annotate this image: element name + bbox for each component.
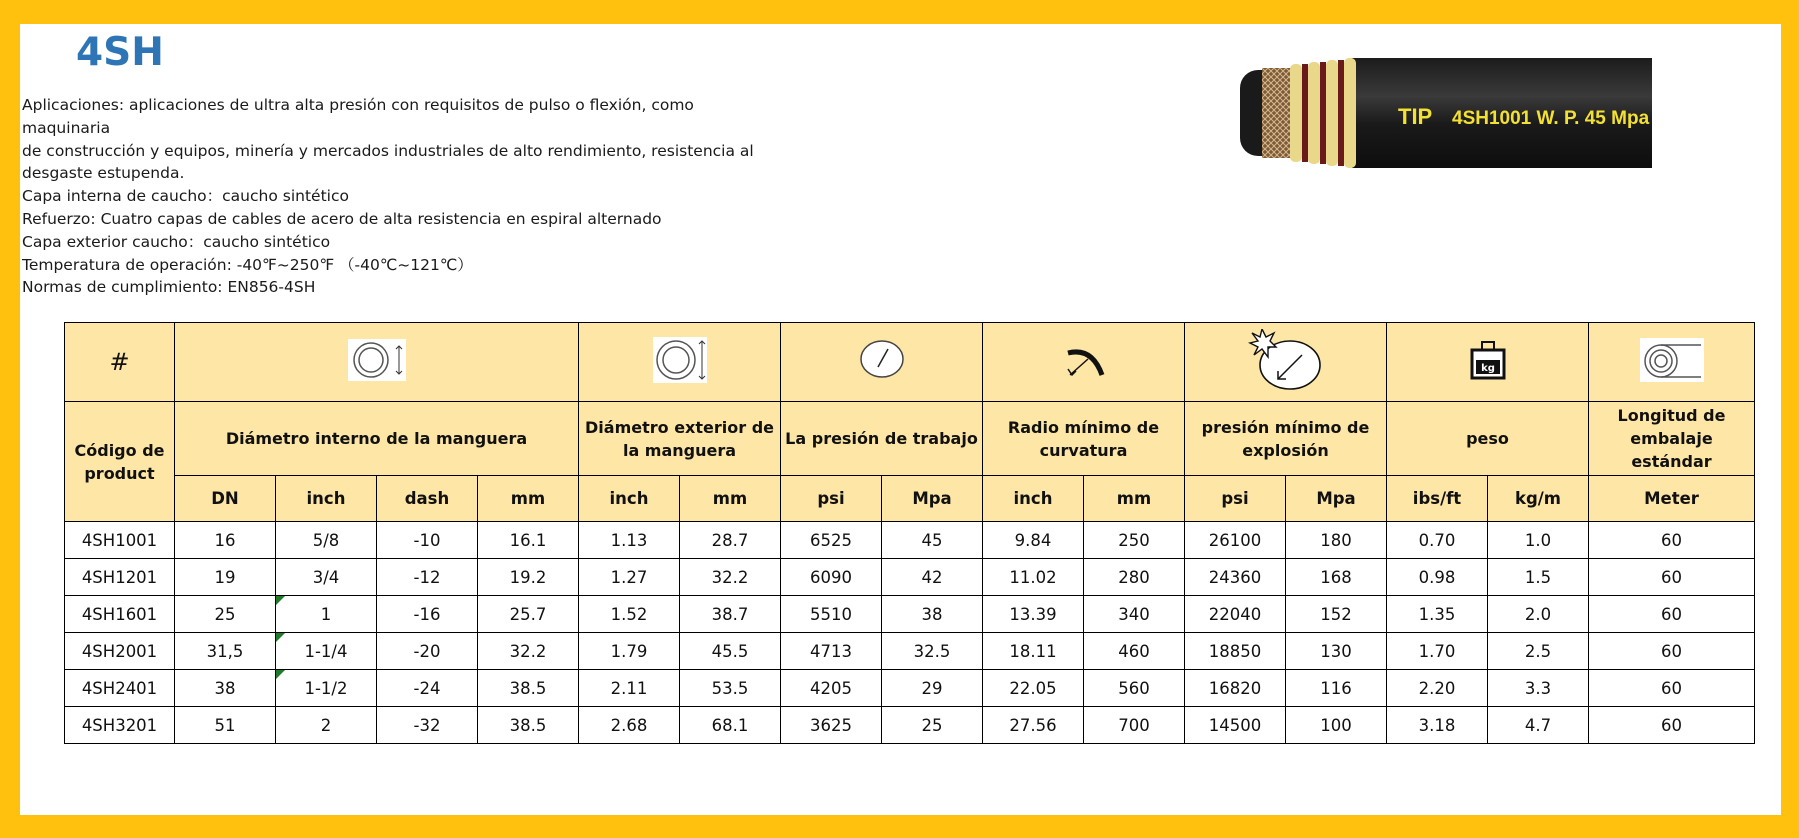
burst-pressure-header: presión mínimo de explosión xyxy=(1185,402,1387,476)
title-row xyxy=(65,402,1755,476)
table-cell: 5/8 xyxy=(276,522,377,559)
table-cell: 18850 xyxy=(1185,633,1286,670)
table-cell: 13.39 xyxy=(983,596,1084,633)
table-cell: 22.05 xyxy=(983,670,1084,707)
table-row xyxy=(65,522,1755,559)
product-code-cell: 4SH2001 xyxy=(65,633,175,670)
bend-radius-icon-cell xyxy=(983,323,1185,402)
table-cell: 38 xyxy=(882,596,983,633)
inner-diameter-icon xyxy=(347,338,407,382)
description-line: desgaste estupenda. xyxy=(22,164,185,183)
inner-diameter-icon-cell xyxy=(175,323,579,402)
unit-header: mm xyxy=(1084,476,1185,522)
table-cell: 60 xyxy=(1589,596,1755,633)
table-cell: 1.79 xyxy=(579,633,680,670)
unit-header: ibs/ft xyxy=(1387,476,1488,522)
unit-header: kg/m xyxy=(1488,476,1589,522)
table-cell: 9.84 xyxy=(983,522,1084,559)
table-cell: 3.18 xyxy=(1387,707,1488,744)
outer-diameter-icon xyxy=(652,336,708,384)
table-cell: -24 xyxy=(377,670,478,707)
burst-icon-cell xyxy=(1185,323,1387,402)
table-cell: 32.5 xyxy=(882,633,983,670)
table-cell: 25 xyxy=(175,596,276,633)
unit-header: DN xyxy=(175,476,276,522)
outer-diameter-icon-cell xyxy=(579,323,781,402)
table-cell: 22040 xyxy=(1185,596,1286,633)
table-cell: 31,5 xyxy=(175,633,276,670)
table-cell: 14500 xyxy=(1185,707,1286,744)
table-cell: 1.52 xyxy=(579,596,680,633)
table-cell: 38.5 xyxy=(478,670,579,707)
table-cell: 26100 xyxy=(1185,522,1286,559)
product-code-cell: 4SH1001 xyxy=(65,522,175,559)
description-line: Temperatura de operación: -40℉~250℉ （-40℃~121℃） xyxy=(22,255,473,274)
unit-header: Mpa xyxy=(882,476,983,522)
table-row xyxy=(65,633,1755,670)
table-cell: 51 xyxy=(175,707,276,744)
table-cell: 2.20 xyxy=(1387,670,1488,707)
table-cell: 32.2 xyxy=(680,559,781,596)
table-cell: 45 xyxy=(882,522,983,559)
table-cell: 5510 xyxy=(781,596,882,633)
table-cell: 3.3 xyxy=(1488,670,1589,707)
table-cell: 1.35 xyxy=(1387,596,1488,633)
description-line: Normas de cumplimiento: EN856-4SH xyxy=(22,278,316,297)
table-cell: 53.5 xyxy=(680,670,781,707)
table-cell: 1.70 xyxy=(1387,633,1488,670)
table-cell: 100 xyxy=(1286,707,1387,744)
description-line: Capa interna de caucho：caucho sintético xyxy=(22,187,349,206)
table-cell: 19.2 xyxy=(478,559,579,596)
table-cell: 1-1/4 xyxy=(276,633,377,670)
table-cell: 16 xyxy=(175,522,276,559)
table-cell: 27.56 xyxy=(983,707,1084,744)
table-cell: 42 xyxy=(882,559,983,596)
burst-pressure-icon xyxy=(1246,329,1326,391)
table-cell: 1 xyxy=(276,596,377,633)
table-cell: 38 xyxy=(175,670,276,707)
outer-diameter-header: Diámetro exterior de la manguera xyxy=(579,402,781,476)
code-header: Código de product xyxy=(65,402,175,522)
table-cell: 180 xyxy=(1286,522,1387,559)
table-cell: 2 xyxy=(276,707,377,744)
hose-coil-icon xyxy=(1639,337,1705,383)
table-cell: -16 xyxy=(377,596,478,633)
table-cell: 4205 xyxy=(781,670,882,707)
description-line: Aplicaciones: aplicaciones de ultra alta presión con requisitos de pulso o flexión, como maquinaria xyxy=(22,96,699,137)
weight-icon-cell xyxy=(1387,323,1589,402)
hose-print-text: 4SH1001 W. P. 45 Mpa xyxy=(1452,108,1650,129)
table-cell: 2.68 xyxy=(579,707,680,744)
table-cell: 560 xyxy=(1084,670,1185,707)
table-cell: 16.1 xyxy=(478,522,579,559)
hose-logo: TIP xyxy=(1398,104,1433,129)
bend-radius-icon xyxy=(1062,341,1106,379)
table-cell: 19 xyxy=(175,559,276,596)
unit-header: inch xyxy=(983,476,1084,522)
table-cell: 2.5 xyxy=(1488,633,1589,670)
table-cell: -32 xyxy=(377,707,478,744)
hose-product-image xyxy=(1232,56,1654,174)
table-cell: 1.5 xyxy=(1488,559,1589,596)
icon-row xyxy=(65,323,1755,402)
description-line: Capa exterior caucho：caucho sintético xyxy=(22,232,331,251)
table-cell: 60 xyxy=(1589,559,1755,596)
weight-header: peso xyxy=(1387,402,1589,476)
hash-cell: # xyxy=(65,323,175,402)
table-cell: 3625 xyxy=(781,707,882,744)
table-cell: 460 xyxy=(1084,633,1185,670)
table-cell: 280 xyxy=(1084,559,1185,596)
unit-header: mm xyxy=(680,476,781,522)
table-cell: 340 xyxy=(1084,596,1185,633)
unit-header: dash xyxy=(377,476,478,522)
table-cell: 68.1 xyxy=(680,707,781,744)
table-cell: 168 xyxy=(1286,559,1387,596)
unit-header: mm xyxy=(478,476,579,522)
table-cell: 3/4 xyxy=(276,559,377,596)
table-cell: 16820 xyxy=(1185,670,1286,707)
description-line: Refuerzo: Cuatro capas de cables de acero de alta resistencia en espiral alternado xyxy=(22,209,662,228)
table-cell: 18.11 xyxy=(983,633,1084,670)
table-cell: 700 xyxy=(1084,707,1185,744)
page-title: 4SH xyxy=(76,30,164,75)
product-code-cell: 4SH2401 xyxy=(65,670,175,707)
table-cell: 32.2 xyxy=(478,633,579,670)
table-cell: 25.7 xyxy=(478,596,579,633)
table-cell: 4.7 xyxy=(1488,707,1589,744)
table-row xyxy=(65,707,1755,744)
unit-header: Meter xyxy=(1589,476,1755,522)
table-cell: 38.5 xyxy=(478,707,579,744)
table-cell: -12 xyxy=(377,559,478,596)
table-body xyxy=(65,522,1755,744)
length-header: Longitud de embalaje estándar xyxy=(1589,402,1755,476)
table-cell: 38.7 xyxy=(680,596,781,633)
table-cell: 45.5 xyxy=(680,633,781,670)
table-cell: 60 xyxy=(1589,522,1755,559)
length-icon-cell xyxy=(1589,323,1755,402)
table-cell: 25 xyxy=(882,707,983,744)
svg-text:kg: kg xyxy=(1480,363,1495,374)
table-cell: -10 xyxy=(377,522,478,559)
table-cell: -20 xyxy=(377,633,478,670)
unit-header: Mpa xyxy=(1286,476,1387,522)
pressure-gauge-icon xyxy=(858,339,906,381)
table-cell: 6525 xyxy=(781,522,882,559)
table-cell: 60 xyxy=(1589,707,1755,744)
inner-diameter-header: Diámetro interno de la manguera xyxy=(175,402,579,476)
table-cell: 6090 xyxy=(781,559,882,596)
unit-header: psi xyxy=(1185,476,1286,522)
table-cell: 250 xyxy=(1084,522,1185,559)
unit-header: inch xyxy=(579,476,680,522)
product-code-cell: 4SH1601 xyxy=(65,596,175,633)
table-cell: 4713 xyxy=(781,633,882,670)
product-description xyxy=(22,94,782,299)
table-cell: 28.7 xyxy=(680,522,781,559)
table-row xyxy=(65,670,1755,707)
table-cell: 152 xyxy=(1286,596,1387,633)
table-cell: 0.70 xyxy=(1387,522,1488,559)
table-row xyxy=(65,596,1755,633)
table-cell: 1.0 xyxy=(1488,522,1589,559)
table-cell: 130 xyxy=(1286,633,1387,670)
weight-icon xyxy=(1468,340,1508,380)
table-cell: 2.0 xyxy=(1488,596,1589,633)
spec-table xyxy=(64,322,1755,744)
table-cell: 1.27 xyxy=(579,559,680,596)
table-cell: 29 xyxy=(882,670,983,707)
unit-row xyxy=(65,476,1755,522)
table-cell: 60 xyxy=(1589,670,1755,707)
table-cell: 11.02 xyxy=(983,559,1084,596)
product-code-cell: 4SH3201 xyxy=(65,707,175,744)
bend-radius-header: Radio mínimo de curvatura xyxy=(983,402,1185,476)
product-code-cell: 4SH1201 xyxy=(65,559,175,596)
working-pressure-header: La presión de trabajo xyxy=(781,402,983,476)
table-cell: 2.11 xyxy=(579,670,680,707)
table-cell: 0.98 xyxy=(1387,559,1488,596)
pressure-icon-cell xyxy=(781,323,983,402)
unit-header: psi xyxy=(781,476,882,522)
table-cell: 24360 xyxy=(1185,559,1286,596)
table-cell: 1.13 xyxy=(579,522,680,559)
table-row xyxy=(65,559,1755,596)
description-line: de construcción y equipos, minería y mercados industriales de alto rendimiento, resistencia al xyxy=(22,141,754,160)
table-cell: 116 xyxy=(1286,670,1387,707)
unit-header: inch xyxy=(276,476,377,522)
table-cell: 1-1/2 xyxy=(276,670,377,707)
table-cell: 60 xyxy=(1589,633,1755,670)
